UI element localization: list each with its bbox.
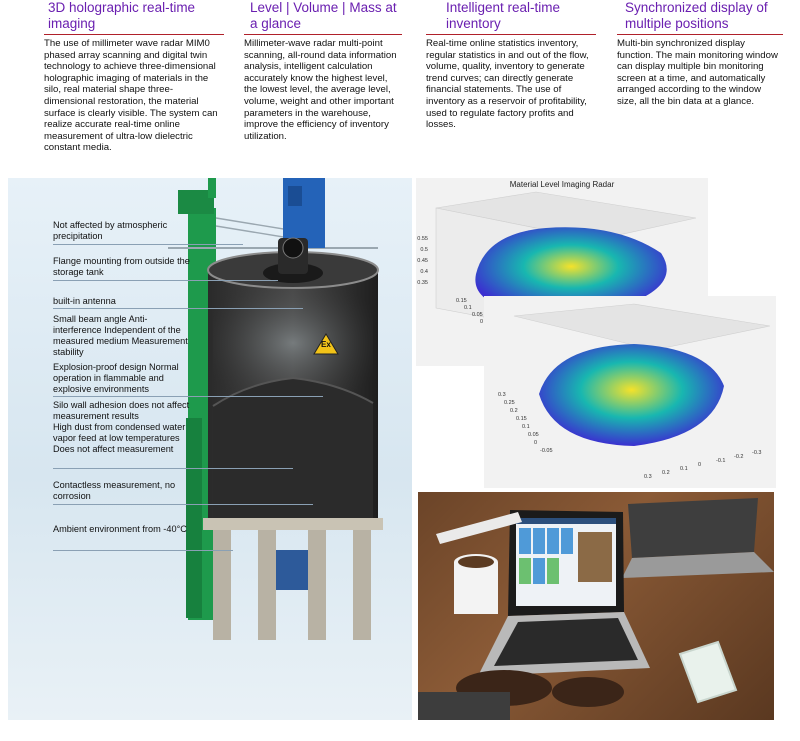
column-title: 3D holographic real-time imaging [44, 0, 224, 35]
feature-label: Small beam angle Anti-interference Independent of the measured medium Measurement stability [53, 314, 188, 357]
feature-label: Ambient environment from -40°C [53, 524, 187, 534]
feature-label: Explosion-proof design Normal operation in flammable and explosive environments [53, 362, 179, 394]
x-tick-label: 0.1 [522, 424, 530, 430]
y-tick-label: 0.05 [472, 312, 483, 318]
laptop-monitoring-photo [418, 492, 774, 720]
feature-column-level-volume [244, 0, 402, 142]
feature-leader-line [53, 280, 278, 281]
y-tick-label: 0.1 [680, 466, 688, 472]
feature-leader-line [53, 396, 323, 397]
x-tick-label: -0.05 [540, 448, 553, 454]
x-tick-label: 0.15 [516, 416, 527, 422]
column-body: Millimeter-wave radar multi-point scanning, all-round data information analysis, intelligent calculation accurately know the highest level, the lowest level, the average level, volume, weight and other important parameters in the warehouse, improve the efficiency of inventory utilization. [244, 38, 397, 142]
x-tick-label: 0.05 [528, 432, 539, 438]
feature-label: High dust from condensed water vapor feed at low temperatures Does not affect measurement [53, 422, 186, 454]
feature-column-multi-display [617, 0, 783, 108]
feature-label: built-in antenna [53, 296, 116, 306]
feature-leader-line [53, 308, 303, 309]
y-tick-label: 0.2 [662, 470, 670, 476]
feature-leader-line [53, 468, 293, 469]
feature-label: Flange mounting from outside the storage tank [53, 256, 190, 277]
y-tick-label: -0.1 [716, 458, 726, 464]
y-tick-label: 0.3 [644, 474, 652, 480]
radar-surface-plot-bottom [484, 296, 776, 488]
feature-label: Contactless measurement, no corrosion [53, 480, 176, 501]
feature-leader-line [53, 504, 313, 505]
x-tick-label: 0.3 [498, 392, 506, 398]
radar-title: Material Level Imaging Radar [509, 180, 615, 189]
z-tick-label: 0.55 [417, 236, 428, 242]
column-body: Real-time online statistics inventory, regular statistics in and out of the flow, volume, quality, inventory to generate trend curves; can directly generate financial statements. The use of inventory as a reservoir of profitability, used to regulate factory profits and losses. [426, 38, 589, 131]
feature-column-holographic [44, 0, 224, 154]
column-title: Intelligent real-time inventory [426, 0, 596, 35]
column-title: Level | Volume | Mass at a glance [244, 0, 402, 35]
surface-blob [539, 344, 724, 446]
y-tick-label: -0.3 [752, 450, 762, 456]
x-tick-label: 0.25 [504, 400, 515, 406]
laptop-illustration [418, 492, 774, 720]
z-tick-label: 0.4 [420, 269, 428, 275]
feature-leader-line [53, 244, 243, 245]
column-title: Synchronized display of multiple positions [617, 0, 783, 35]
y-tick-label: 0 [698, 462, 702, 468]
x-tick-label: 0 [534, 440, 538, 446]
column-body: Multi-bin synchronized display function. The main monitoring window can display multiple bin monitoring screen at a time, and automatically arranged according to the window size, all the bin data at a glance. [617, 38, 778, 107]
y-tick-label: 0 [480, 319, 484, 325]
feature-label: Not affected by atmospheric precipitation [53, 220, 168, 241]
feature-column-inventory [426, 0, 596, 131]
column-body: The use of millimeter wave radar MIM0 phased array scanning and digital twin technology to achieve three-dimensional holographic imaging of materials in the silo, real material shape three-dimensional restoration, the material surface is clearly visible. The system can realize accurate real-time online measurement of ultra-low dielectric constant media. [44, 38, 218, 154]
feature-label: Silo wall adhesion does not affect measurement results [53, 400, 190, 421]
explosion-proof-badge: Ex [321, 340, 331, 349]
z-tick-label: 0.45 [417, 258, 428, 264]
radar-imaging-panel-bottom [484, 296, 776, 488]
y-tick-label: 0.1 [464, 305, 472, 311]
x-tick-label: 0.2 [510, 408, 518, 414]
y-tick-label: 0.15 [456, 298, 467, 304]
z-tick-label: 0.5 [420, 247, 428, 253]
z-tick-label: 0.35 [417, 280, 428, 286]
feature-leader-line [53, 550, 233, 551]
y-tick-label: -0.2 [734, 454, 744, 460]
silo-illustration-panel [8, 178, 412, 720]
